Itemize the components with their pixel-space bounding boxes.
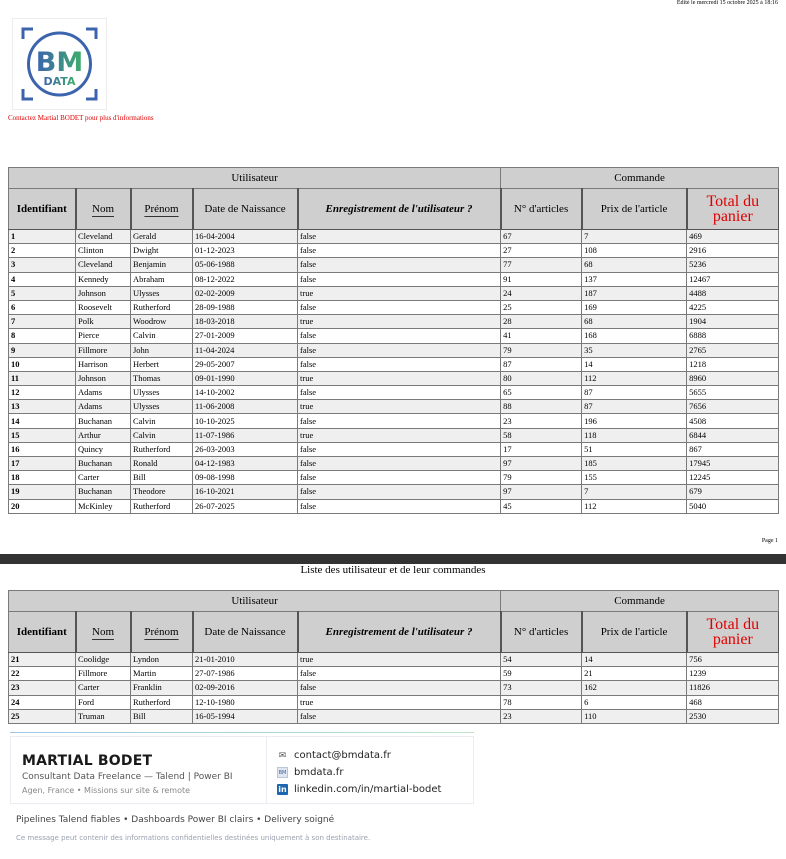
table-row [9, 428, 779, 442]
cell-price: 137 [582, 272, 687, 286]
confidentiality-notice: Ce message peut contenir des informations confidentielles destinées uniquement à son destinataire. [16, 834, 371, 842]
cell-price: 6 [582, 695, 687, 709]
col-header-prenom[interactable]: Prénom [131, 612, 193, 653]
signature-tagline: Pipelines Talend fiables • Dashboards Power BI clairs • Delivery soigné [16, 815, 335, 825]
cell-dob: 04-12-1983 [193, 457, 298, 471]
cell-total: 6844 [687, 428, 779, 442]
cell-id: 17 [9, 457, 76, 471]
cell-registered: true [298, 400, 501, 414]
cell-dob: 11-07-1986 [193, 428, 298, 442]
cell-id: 5 [9, 286, 76, 300]
bmdata-logo [12, 18, 107, 110]
cell-nom: McKinley [76, 499, 131, 513]
cell-id: 18 [9, 471, 76, 485]
cell-prenom: Dwight [131, 244, 193, 258]
cell-registered: false [298, 414, 501, 428]
cell-dob: 16-05-1994 [193, 709, 298, 723]
cell-id: 9 [9, 343, 76, 357]
cell-dob: 02-02-2009 [193, 286, 298, 300]
signature-location: Agen, France • Missions sur site & remote [22, 786, 191, 795]
cell-n-articles: 27 [501, 244, 582, 258]
signature-link-email[interactable] [277, 747, 441, 764]
cell-registered: true [298, 315, 501, 329]
table-body [9, 653, 779, 724]
table-row [9, 357, 779, 371]
cell-dob: 21-01-2010 [193, 653, 298, 667]
website-icon: BM [277, 767, 288, 778]
signature-link-linkedin[interactable] [277, 781, 441, 798]
cell-registered: false [298, 357, 501, 371]
cell-id: 15 [9, 428, 76, 442]
table-row [9, 667, 779, 681]
table-row [9, 343, 779, 357]
cell-price: 14 [582, 653, 687, 667]
cell-total: 7656 [687, 400, 779, 414]
cell-registered: false [298, 485, 501, 499]
cell-registered: false [298, 258, 501, 272]
cell-n-articles: 17 [501, 442, 582, 456]
page-break-divider [0, 554, 786, 564]
cell-nom: Truman [76, 709, 131, 723]
cell-id: 6 [9, 300, 76, 314]
signature-name: MARTIAL BODET [22, 753, 153, 769]
cell-total: 12467 [687, 272, 779, 286]
cell-registered: false [298, 386, 501, 400]
cell-dob: 02-09-2016 [193, 681, 298, 695]
cell-price: 87 [582, 386, 687, 400]
cell-registered: false [298, 300, 501, 314]
cell-total: 17945 [687, 457, 779, 471]
col-header-nom[interactable]: Nom [76, 612, 131, 653]
cell-dob: 11-06-2008 [193, 400, 298, 414]
cell-id: 8 [9, 329, 76, 343]
website-link-text[interactable]: bmdata.fr [294, 767, 344, 778]
cell-total: 6888 [687, 329, 779, 343]
cell-n-articles: 23 [501, 709, 582, 723]
cell-id: 11 [9, 371, 76, 385]
cell-price: 35 [582, 343, 687, 357]
cell-prenom: Abraham [131, 272, 193, 286]
cell-price: 108 [582, 244, 687, 258]
cell-prenom: Rutherford [131, 442, 193, 456]
cell-registered: false [298, 230, 501, 244]
cell-n-articles: 77 [501, 258, 582, 272]
cell-total: 5236 [687, 258, 779, 272]
cell-id: 1 [9, 230, 76, 244]
cell-total: 4508 [687, 414, 779, 428]
table-row [9, 485, 779, 499]
cell-n-articles: 79 [501, 471, 582, 485]
cell-id: 14 [9, 414, 76, 428]
signature-card [10, 736, 474, 804]
cell-price: 7 [582, 230, 687, 244]
cell-nom: Ford [76, 695, 131, 709]
cell-prenom: Ulysses [131, 286, 193, 300]
cell-registered: true [298, 286, 501, 300]
cell-n-articles: 24 [501, 286, 582, 300]
linkedin-link-text[interactable]: linkedin.com/in/martial-bodet [294, 784, 442, 795]
cell-price: 185 [582, 457, 687, 471]
cell-prenom: Lyndon [131, 653, 193, 667]
table-row [9, 300, 779, 314]
cell-total: 1218 [687, 357, 779, 371]
users-orders-table-page-1 [8, 167, 779, 514]
table-row [9, 244, 779, 258]
svg-text:DATA: DATA [43, 75, 76, 88]
cell-prenom: Woodrow [131, 315, 193, 329]
cell-price: 87 [582, 400, 687, 414]
cell-dob: 16-10-2021 [193, 485, 298, 499]
signature-accent-line [10, 732, 474, 733]
cell-n-articles: 45 [501, 499, 582, 513]
cell-nom: Clinton [76, 244, 131, 258]
table-row [9, 471, 779, 485]
table-row [9, 653, 779, 667]
cell-dob: 18-03-2018 [193, 315, 298, 329]
col-header-prenom[interactable]: Prénom [131, 189, 193, 230]
cell-total: 679 [687, 485, 779, 499]
cell-prenom: Ulysses [131, 386, 193, 400]
cell-n-articles: 28 [501, 315, 582, 329]
cell-n-articles: 87 [501, 357, 582, 371]
cell-n-articles: 67 [501, 230, 582, 244]
cell-total: 2765 [687, 343, 779, 357]
cell-n-articles: 54 [501, 653, 582, 667]
cell-id: 21 [9, 653, 76, 667]
group-header-order: Commande [501, 168, 779, 189]
cell-dob: 16-04-2004 [193, 230, 298, 244]
cell-n-articles: 25 [501, 300, 582, 314]
cell-dob: 12-10-1980 [193, 695, 298, 709]
cell-id: 16 [9, 442, 76, 456]
cell-nom: Pierce [76, 329, 131, 343]
logo-icon [13, 19, 106, 109]
cell-n-articles: 65 [501, 386, 582, 400]
cell-registered: false [298, 667, 501, 681]
cell-dob: 26-03-2003 [193, 442, 298, 456]
cell-n-articles: 79 [501, 343, 582, 357]
table-row [9, 681, 779, 695]
cell-id: 25 [9, 709, 76, 723]
cell-total: 11826 [687, 681, 779, 695]
cell-total: 5040 [687, 499, 779, 513]
cell-dob: 29-05-2007 [193, 357, 298, 371]
group-header-user: Utilisateur [9, 168, 501, 189]
table-row [9, 329, 779, 343]
cell-nom: Adams [76, 400, 131, 414]
cell-id: 22 [9, 667, 76, 681]
cell-dob: 28-09-1988 [193, 300, 298, 314]
col-header-dob: Date de Naissance [193, 189, 298, 230]
col-header-price: Prix de l'article [582, 612, 687, 653]
cell-price: 112 [582, 499, 687, 513]
cell-total: 2530 [687, 709, 779, 723]
col-header-dob: Date de Naissance [193, 612, 298, 653]
cell-prenom: Benjamin [131, 258, 193, 272]
col-header-n-articles: N° d'articles [501, 612, 582, 653]
cell-prenom: Rutherford [131, 300, 193, 314]
cell-total: 468 [687, 695, 779, 709]
cell-prenom: Calvin [131, 329, 193, 343]
cell-total: 1239 [687, 667, 779, 681]
cell-registered: false [298, 329, 501, 343]
cell-n-articles: 80 [501, 371, 582, 385]
table-row [9, 315, 779, 329]
cell-prenom: Rutherford [131, 695, 193, 709]
page-number: Page 1 [761, 538, 778, 544]
cell-prenom: Gerald [131, 230, 193, 244]
cell-prenom: Bill [131, 471, 193, 485]
cell-nom: Coolidge [76, 653, 131, 667]
cell-prenom: Calvin [131, 414, 193, 428]
cell-total: 4488 [687, 286, 779, 300]
col-header-nom[interactable]: Nom [76, 189, 131, 230]
cell-registered: false [298, 457, 501, 471]
cell-nom: Carter [76, 471, 131, 485]
cell-prenom: Ulysses [131, 400, 193, 414]
cell-nom: Cleveland [76, 258, 131, 272]
cell-id: 13 [9, 400, 76, 414]
cell-price: 168 [582, 329, 687, 343]
cell-price: 68 [582, 315, 687, 329]
cell-n-articles: 59 [501, 667, 582, 681]
cell-id: 2 [9, 244, 76, 258]
cell-nom: Buchanan [76, 485, 131, 499]
signature-role: Consultant Data Freelance — Talend | Power BI [22, 772, 233, 782]
cell-n-articles: 78 [501, 695, 582, 709]
cell-nom: Carter [76, 681, 131, 695]
table-row [9, 230, 779, 244]
cell-registered: true [298, 695, 501, 709]
table-row [9, 457, 779, 471]
edited-timestamp: Edité le mercredi 15 octobre 2025 à 18:16 [676, 0, 778, 6]
cell-total: 756 [687, 653, 779, 667]
cell-nom: Buchanan [76, 457, 131, 471]
cell-registered: true [298, 653, 501, 667]
cell-dob: 14-10-2002 [193, 386, 298, 400]
cell-nom: Fillmore [76, 667, 131, 681]
users-orders-table-page-2 [8, 590, 779, 724]
cell-total: 5655 [687, 386, 779, 400]
cell-id: 12 [9, 386, 76, 400]
table-row [9, 386, 779, 400]
cell-nom: Polk [76, 315, 131, 329]
signature-link-website[interactable] [277, 764, 441, 781]
cell-registered: false [298, 343, 501, 357]
cell-n-articles: 97 [501, 485, 582, 499]
cell-id: 7 [9, 315, 76, 329]
col-header-total: Total du panier [687, 612, 779, 653]
cell-id: 10 [9, 357, 76, 371]
cell-nom: Johnson [76, 371, 131, 385]
cell-n-articles: 91 [501, 272, 582, 286]
cell-registered: false [298, 471, 501, 485]
col-header-n-articles: N° d'articles [501, 189, 582, 230]
cell-price: 162 [582, 681, 687, 695]
cell-registered: true [298, 371, 501, 385]
cell-dob: 27-07-1986 [193, 667, 298, 681]
cell-total: 1904 [687, 315, 779, 329]
cell-prenom: Bill [131, 709, 193, 723]
cell-n-articles: 88 [501, 400, 582, 414]
cell-nom: Fillmore [76, 343, 131, 357]
cell-dob: 27-01-2009 [193, 329, 298, 343]
cell-registered: false [298, 272, 501, 286]
table-row [9, 272, 779, 286]
cell-prenom: Rutherford [131, 499, 193, 513]
cell-dob: 11-04-2024 [193, 343, 298, 357]
mail-icon: ✉ [278, 750, 287, 761]
cell-dob: 09-01-1990 [193, 371, 298, 385]
table-row [9, 286, 779, 300]
cell-prenom: John [131, 343, 193, 357]
cell-registered: false [298, 244, 501, 258]
cell-registered: false [298, 499, 501, 513]
cell-id: 19 [9, 485, 76, 499]
cell-nom: Roosevelt [76, 300, 131, 314]
col-header-id: Identifiant [9, 612, 76, 653]
cell-prenom: Franklin [131, 681, 193, 695]
table-row [9, 442, 779, 456]
cell-price: 187 [582, 286, 687, 300]
contact-note: Contactez Martial BODET pour plus d'informations [8, 114, 154, 122]
cell-registered: false [298, 442, 501, 456]
cell-n-articles: 41 [501, 329, 582, 343]
cell-dob: 09-08-1998 [193, 471, 298, 485]
cell-n-articles: 58 [501, 428, 582, 442]
cell-nom: Arthur [76, 428, 131, 442]
table-row [9, 371, 779, 385]
cell-total: 4225 [687, 300, 779, 314]
cell-price: 110 [582, 709, 687, 723]
cell-price: 68 [582, 258, 687, 272]
table-row [9, 258, 779, 272]
table-body [9, 230, 779, 514]
cell-price: 14 [582, 357, 687, 371]
table-row [9, 499, 779, 513]
cell-registered: false [298, 709, 501, 723]
cell-id: 4 [9, 272, 76, 286]
cell-n-articles: 73 [501, 681, 582, 695]
cell-dob: 26-07-2025 [193, 499, 298, 513]
cell-price: 118 [582, 428, 687, 442]
cell-nom: Harrison [76, 357, 131, 371]
cell-price: 21 [582, 667, 687, 681]
cell-price: 51 [582, 442, 687, 456]
cell-price: 169 [582, 300, 687, 314]
cell-dob: 05-06-1988 [193, 258, 298, 272]
cell-prenom: Calvin [131, 428, 193, 442]
cell-nom: Buchanan [76, 414, 131, 428]
col-header-price: Prix de l'article [582, 189, 687, 230]
cell-id: 24 [9, 695, 76, 709]
col-header-total: Total du panier [687, 189, 779, 230]
email-signature [10, 732, 474, 842]
cell-nom: Adams [76, 386, 131, 400]
cell-total: 867 [687, 442, 779, 456]
cell-price: 196 [582, 414, 687, 428]
linkedin-icon: in [278, 785, 287, 794]
email-link-text[interactable]: contact@bmdata.fr [294, 750, 391, 761]
cell-total: 8960 [687, 371, 779, 385]
col-header-id: Identifiant [9, 189, 76, 230]
cell-price: 7 [582, 485, 687, 499]
cell-total: 12245 [687, 471, 779, 485]
cell-price: 112 [582, 371, 687, 385]
table-row [9, 709, 779, 723]
cell-nom: Cleveland [76, 230, 131, 244]
cell-prenom: Ronald [131, 457, 193, 471]
cell-total: 469 [687, 230, 779, 244]
list-title: Liste des utilisateur et de leur commandes [300, 564, 486, 576]
group-header-user: Utilisateur [9, 591, 501, 612]
cell-dob: 08-12-2022 [193, 272, 298, 286]
cell-n-articles: 23 [501, 414, 582, 428]
svg-text:BM: BM [35, 47, 84, 78]
cell-prenom: Herbert [131, 357, 193, 371]
cell-dob: 01-12-2023 [193, 244, 298, 258]
cell-price: 155 [582, 471, 687, 485]
cell-nom: Quincy [76, 442, 131, 456]
cell-prenom: Thomas [131, 371, 193, 385]
cell-total: 2916 [687, 244, 779, 258]
col-header-registered: Enregistrement de l'utilisateur ? [298, 189, 501, 230]
cell-id: 20 [9, 499, 76, 513]
cell-id: 3 [9, 258, 76, 272]
cell-prenom: Theodore [131, 485, 193, 499]
cell-id: 23 [9, 681, 76, 695]
col-header-registered: Enregistrement de l'utilisateur ? [298, 612, 501, 653]
cell-prenom: Martin [131, 667, 193, 681]
cell-dob: 10-10-2025 [193, 414, 298, 428]
cell-n-articles: 97 [501, 457, 582, 471]
table-row [9, 400, 779, 414]
table-row [9, 695, 779, 709]
table-row [9, 414, 779, 428]
cell-registered: true [298, 428, 501, 442]
cell-registered: false [298, 681, 501, 695]
cell-nom: Kennedy [76, 272, 131, 286]
cell-nom: Johnson [76, 286, 131, 300]
group-header-order: Commande [501, 591, 779, 612]
